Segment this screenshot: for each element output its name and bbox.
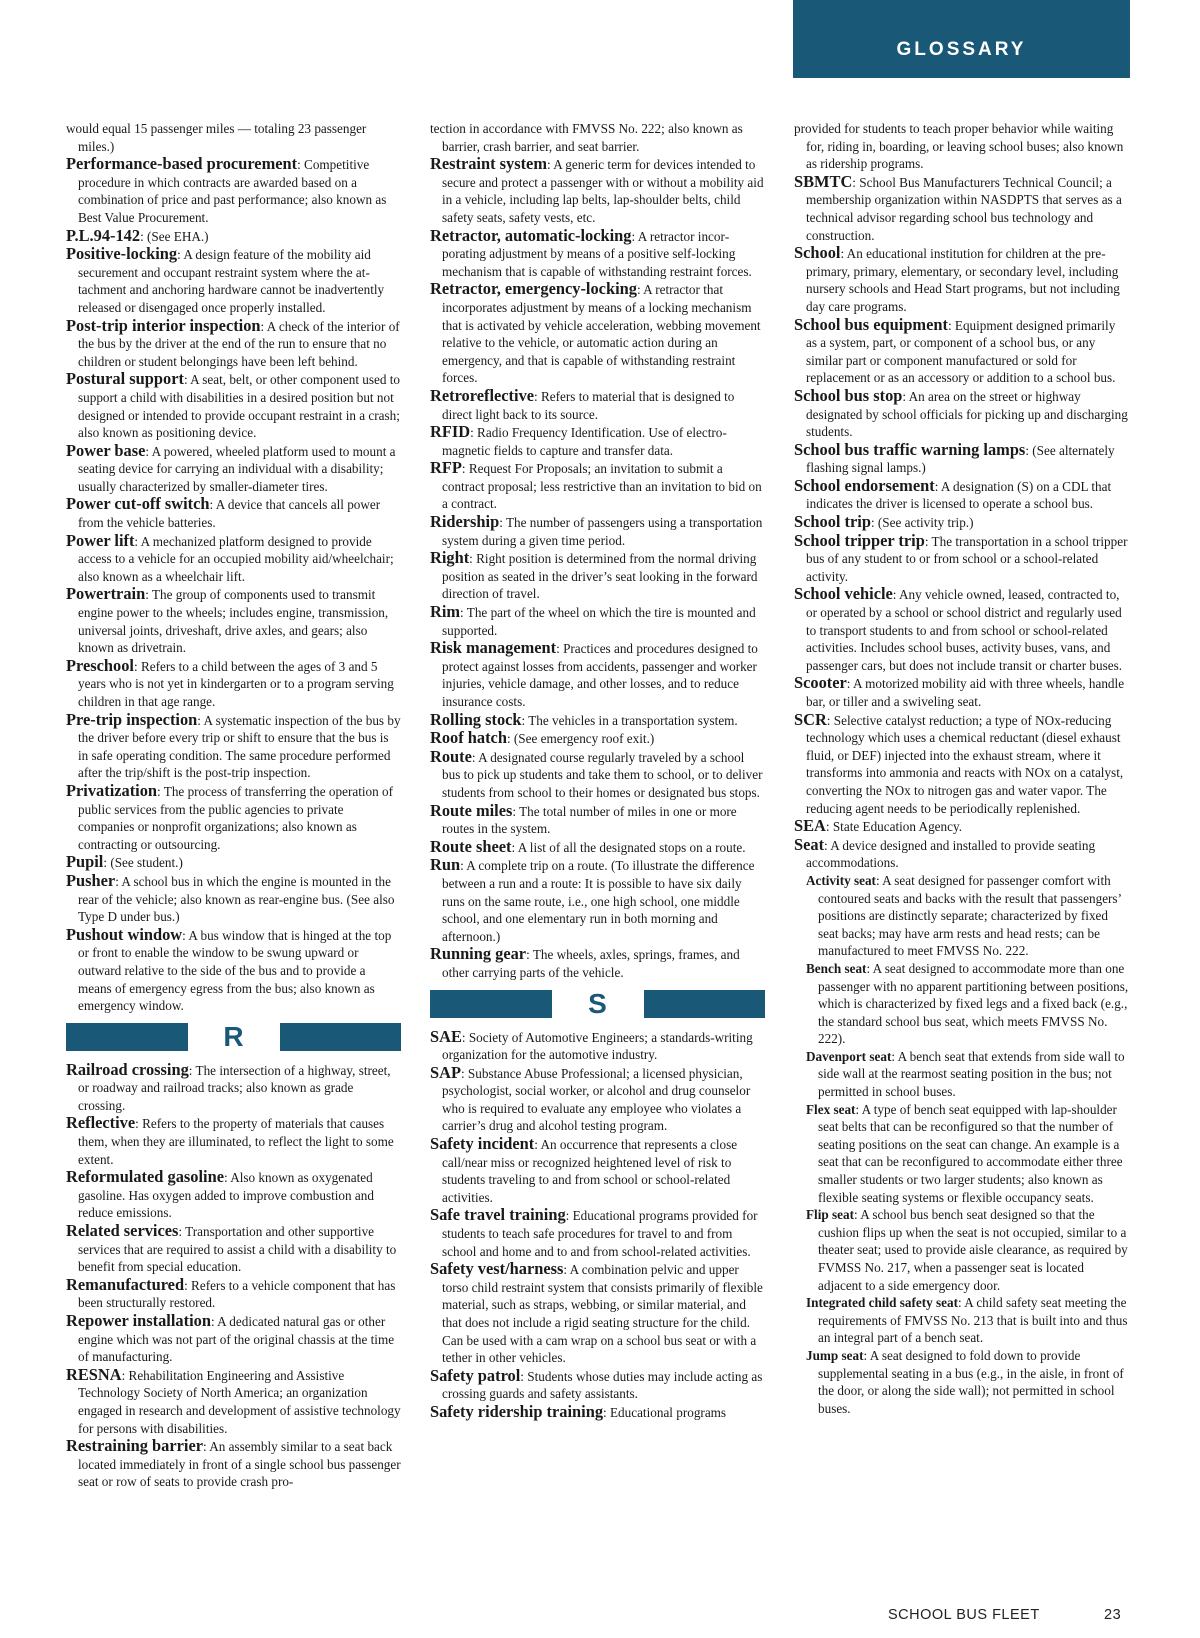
glossary-term: Retroreflective <box>430 385 535 405</box>
glossary-term: Pushout window <box>66 924 183 944</box>
glossary-entry: Right: Right position is determined from the normal driving position as seated in the driver’s seat looking in the forward direction of travel. <box>430 548 758 602</box>
glossary-entry: Railroad crossing: The intersection of a highway, street, or roadway and railroad tracks; also known as grade crossing. <box>66 1059 391 1113</box>
glossary-entry: School vehicle: Any vehicle owned, leased, contracted to, or operated by a school or school district and regularly used to transport students to and from school or school-related activities. Includes school buses, activity buses, vans, and passenger cars, but does not include transit or charter buses. <box>794 584 1123 673</box>
glossary-term: School endorsement <box>794 475 935 495</box>
glossary-term: School tripper trip <box>794 530 925 550</box>
glossary-entry: Roof hatch: (See emergency roof exit.) <box>430 728 655 748</box>
glossary-entry: Power lift: A mechanized platform designed to provide access to a vehicle for an occupied mobility aid/wheelchair; also known as a wheelchair lift. <box>66 530 394 584</box>
glossary-term: Safety ridership training <box>430 1401 604 1421</box>
glossary-entry: School: An educational institution for children at the pre-primary, primary, elementary, or secondary level, including nursery schools and Head Start programs, but not including day care programs. <box>794 243 1120 314</box>
glossary-term: School <box>794 243 841 263</box>
glossary-term: Risk management <box>430 638 557 658</box>
glossary-entry: Reflective: Refers to the property of materials that causes them, when they are illuminated, to reflect the light to some extent. <box>66 1113 394 1167</box>
glossary-term: Postural support <box>66 369 184 389</box>
section-letter: R <box>223 1020 244 1052</box>
glossary-term: Performance-based procurement <box>66 154 298 174</box>
glossary-subentry: Activity seat: A seat designed for passenger comfort with contoured seats and backs with the result that passengers’ positions are distinctly separate; characterized by fixed seat backs; may have arm rests and head rests; can be manufactured to meet FMVSS No. 222. <box>806 872 1121 959</box>
glossary-term: Privatization <box>66 780 158 800</box>
glossary-entry: would equal 15 passenger miles — totaling 23 passenger miles.) <box>66 121 367 154</box>
section-bar-right <box>280 1023 402 1051</box>
glossary-term: Powertrain <box>66 584 146 604</box>
glossary-entry: Safety incident: An occurrence that represents a close call/near miss or recognized heightened level of risk to students traveling to and from school or school-related activities. <box>430 1134 738 1205</box>
glossary-term: Repower installation <box>66 1311 211 1330</box>
glossary-term: Right <box>430 548 470 568</box>
glossary-subentry: Integrated child safety seat: A child safety seat meeting the requirements of FMVSS No. 213 that is built into and thus an integral part of a bench seat. <box>806 1295 1128 1346</box>
section-header-r <box>66 1020 401 1052</box>
glossary-entry: Restraining barrier: An assembly similar to a seat back located immediately in front of a single school bus passenger seat or row of seats to provide crash pro- <box>66 1436 401 1490</box>
glossary-entry: SAP: Substance Abuse Professional; a licensed physician, psychologist, social worker, or alcohol and drug counselor who is required to evaluate any employee who violates a carrier’s drug and alcohol testing program. <box>430 1062 751 1134</box>
glossary-entry: Scooter: A motorized mobility aid with three wheels, handle bar, or tiller and a swiveling seat. <box>794 673 1125 709</box>
glossary-entry: Run: A complete trip on a route. (To illustrate the difference between a run and a route: It is possible to have six daily runs on the same route, i.e., one high school, one middle school, and one elementary run in both morning and afternoon.) <box>430 855 755 944</box>
glossary-entry: Postural support: A seat, belt, or other component used to support a child with disabilities in a desired position but not designed or intended to provide occupant restraint in a crash; also known as positioning device. <box>66 369 401 441</box>
glossary-term: School vehicle <box>794 584 893 604</box>
glossary-entry: Retroreflective: Refers to material that is designed to direct light back to its source. <box>430 385 735 422</box>
glossary-term: Remanufactured <box>66 1274 185 1294</box>
glossary-term: Route <box>430 746 472 766</box>
glossary-term: Ridership <box>430 512 500 532</box>
glossary-subterm: Davenport seat <box>806 1048 892 1064</box>
glossary-term: SEA <box>794 816 826 836</box>
glossary-entry: Repower installation: A dedicated natural gas or other engine which was not part of the original chassis at the time of manufacturing. <box>66 1311 395 1365</box>
glossary-term: Route sheet <box>430 836 512 856</box>
glossary-entry: Risk management: Practices and procedures designed to protect against losses from accidents, passenger and worker injuries, vehicle damage, and other losses, and to reduce insurance costs. <box>430 638 758 709</box>
glossary-entry: RFP: Request For Proposals; an invitation to submit a contract proposal; less restrictive than an invitation to bid on a contract. <box>430 458 762 512</box>
glossary-entry: Preschool: Refers to a child between the ages of 3 and 5 years who is not yet in kindergarten or to a program serving children in that age range. <box>66 655 394 709</box>
glossary-subterm: Jump seat <box>806 1347 864 1363</box>
glossary-entry: Running gear: The wheels, axles, springs, frames, and other carrying parts of the vehicle. <box>430 944 740 980</box>
glossary-term: Rolling stock <box>430 709 522 729</box>
glossary-column-1 <box>66 120 401 1491</box>
glossary-term: SAP <box>430 1062 461 1082</box>
glossary-entry: RFID: Radio Frequency Identification. Use of electromagnetic fields to capture and transfer data. <box>430 422 727 458</box>
glossary-entry: provided for students to teach proper behavior while waiting for, riding in, boarding, or leaving school buses; also known as ridership programs. <box>794 121 1124 172</box>
glossary-term: Pre-trip inspection <box>66 709 198 729</box>
glossary-term: Pusher <box>66 870 116 890</box>
glossary-term: P.L.94-142 <box>66 225 141 245</box>
glossary-term: School bus equipment <box>794 314 948 334</box>
glossary-entry: School bus traffic warning lamps: (See alternately flashing signal lamps.) <box>794 439 1115 476</box>
glossary-term: SCR <box>794 709 827 729</box>
glossary-entry: Remanufactured: Refers to a vehicle component that has been structurally restored. <box>66 1274 396 1311</box>
glossary-term: School trip <box>794 512 871 532</box>
glossary-entry: Retractor, emergency-locking: A retractor that incorporates adjustment by means of a locking mechanism that is activated by vehicle acceleration, webbing movement relative to the vehicle, or automatic action during an emergency, and that is capable of withstanding restraint forces. <box>430 279 761 386</box>
glossary-term: SAE <box>430 1026 462 1046</box>
glossary-entry: Retractor, automatic-locking: A retractor incorporating adjustment by means of a positive self-locking mechanism that is capable of withstanding restraint forces. <box>430 225 752 279</box>
glossary-term: School bus stop <box>794 385 903 405</box>
glossary-entry: SCR: Selective catalyst reduction; a type of NOx-reducing technology which uses a chemical reductant (diesel exhaust fluid, or DEF) injected into the exhaust stream, where it transforms into ammonia and reacts with NOx on a catalyst, converting the NOx to nitrogen gas and water vapor. The reducing agent needs to be periodically replenished. <box>794 709 1124 816</box>
glossary-term: Power base <box>66 440 146 460</box>
glossary-subentry: Jump seat: A seat designed to fold down to provide supplemental seating in a bus (e.g., in the aisle, in front of the door, or along the side wall); not permitted in school buses. <box>806 1347 1124 1416</box>
glossary-entry: Privatization: The process of transferring the operation of public services from the public agencies to private companies or nonprofit organizations; also known as contracting or outsourcing. <box>66 780 393 852</box>
glossary-entry: tection in accordance with FMVSS No. 222; also known as barrier, crash barrier, and seat barrier. <box>430 121 743 154</box>
glossary-term: RFP <box>430 458 462 478</box>
glossary-entry: Seat: A device designed and installed to provide seating accommodations. <box>794 834 1096 871</box>
glossary-subterm: Activity seat <box>806 872 876 888</box>
glossary-entry: Restraint system: A generic term for devices intended to secure and protect a passenger with or without a mobility aid in a vehicle, including lap belts, lap-shoulder belts, child safety seats, safety vests, etc. <box>430 154 764 225</box>
glossary-term: Retractor, emergency-locking <box>430 279 637 299</box>
footer-page-number: 23 <box>1104 1607 1122 1623</box>
glossary-entry: Rolling stock: The vehicles in a transportation system. <box>430 709 738 729</box>
glossary-term: Scooter <box>794 673 847 693</box>
glossary-entry: Safety patrol: Students whose duties may include acting as crossing guards and safety assistants. <box>430 1365 763 1402</box>
glossary-entry: Route sheet: A list of all the designated stops on a route. <box>430 836 746 856</box>
glossary-term: Route miles <box>430 800 513 820</box>
glossary-term: Safety patrol <box>430 1365 521 1385</box>
glossary-term: Restraint system <box>430 154 547 174</box>
glossary-term: Positive-locking <box>66 244 178 264</box>
glossary-term: School bus traffic warning lamps <box>794 439 1026 459</box>
glossary-entry: Safe travel training: Educational programs provided for students to teach safe procedures for travel to and from school and home and to and from school-related activities. <box>430 1205 758 1259</box>
glossary-entry: Power base: A powered, wheeled platform used to mount a seating device for carrying an individual with a disability; usually characterized by smaller-diameter tires. <box>66 440 396 494</box>
glossary-entry: P.L.94-142: (See EHA.) <box>66 225 209 245</box>
glossary-entry: School endorsement: A designation (S) on a CDL that indicates the driver is licensed to operate a school bus. <box>794 475 1112 512</box>
glossary-entry: Route: A designated course regularly traveled by a school bus to pick up students and take them to school, or to deliver students from school to their homes or designated bus stops. <box>430 746 763 800</box>
glossary-term: Post-trip interior inspection <box>66 315 261 335</box>
glossary-entry: School tripper trip: The transportation in a school tripper bus of any student to or from school or a school-related activity. <box>794 530 1128 584</box>
glossary-term: Reflective <box>66 1113 136 1133</box>
glossary-subterm: Bench seat <box>806 960 867 976</box>
glossary-subentry: Flex seat: A type of bench seat equipped with lap-shoulder seat belts that can be reconfigured so that the number of seating positions on the seat can change. An example is a seat that can be reconfigured to accommodate either three smaller students or two larger students; also known as flexible seating systems or flexible occupancy seats. <box>806 1101 1123 1205</box>
glossary-term: Related services <box>66 1221 179 1241</box>
glossary-column-3 <box>794 120 1129 1417</box>
glossary-term: Restraining barrier <box>66 1436 204 1456</box>
glossary-term: Railroad crossing <box>66 1059 189 1079</box>
glossary-term: Power lift <box>66 530 135 550</box>
glossary-term: Retractor, automatic-locking <box>430 225 632 245</box>
glossary-term: Safe travel training <box>430 1205 566 1225</box>
glossary-entry: Safety vest/harness: A combination pelvic and upper torso child restraint system that consists primarily of flexible material, such as straps, webbing, or similar material, and that does not include a rigid seating structure for the child. Can be used with a cam wrap on a school bus seat or with a tether in other vehicles. <box>430 1259 763 1366</box>
glossary-entry: Pupil: (See student.) <box>66 852 183 872</box>
glossary-subterm: Integrated child safety seat <box>806 1295 958 1311</box>
glossary-tab-label: GLOSSARY <box>896 39 1027 60</box>
glossary-term: Pupil <box>66 852 104 872</box>
glossary-term: Preschool <box>66 655 134 675</box>
glossary-term: Safety vest/harness <box>430 1259 564 1279</box>
glossary-entry: Positive-locking: A design feature of the mobility aid securement and occupant restraint system where the attachment and anchoring hardware cannot be inadvertently released or disengaged once properly installed. <box>66 244 385 315</box>
glossary-section-tab <box>793 0 1130 78</box>
glossary-entry: Ridership: The number of passengers using a transportation system during a given time period. <box>430 512 763 548</box>
glossary-entry: Related services: Transportation and other supportive services that are required to assist a child with a disability to benefit from special education. <box>66 1221 397 1275</box>
glossary-entry: Power cut-off switch: A device that cancels all power from the vehicle batteries. <box>66 494 381 531</box>
section-letter: S <box>588 987 607 1019</box>
glossary-subterm: Flip seat <box>806 1207 854 1223</box>
glossary-subterm: Flex seat <box>806 1101 856 1117</box>
glossary-entry: Pusher: A school bus in which the engine is mounted in the rear of the vehicle; also known as rear-engine bus. (See also Type D under bus.) <box>66 870 395 925</box>
glossary-column-2 <box>430 120 765 1422</box>
section-bar-left <box>66 1023 188 1051</box>
glossary-entry: SAE: Society of Automotive Engineers; a standards-writing organization for the automotive industry. <box>430 1026 753 1063</box>
section-bar-right <box>644 990 766 1018</box>
glossary-entry: Pre-trip inspection: A systematic inspection of the bus by the driver before every trip or shift to ensure that the bus is in safe operating condition. The same procedure performed after the trip/shift is the post-trip inspection. <box>66 709 401 781</box>
section-bar-left <box>430 990 552 1018</box>
glossary-subentry: Bench seat: A seat designed to accommodate more than one passenger with no apparent partitioning between positions, which is characterized by fixed legs and a fixed back (e.g., the standard school bus seat, which meets FMVSS No. 222). <box>806 960 1129 1047</box>
glossary-entry: Performance-based procurement: Competitive procedure in which contracts are awarded based on a combination of price and past performance; also known as Best Value Procurement. <box>66 154 387 225</box>
glossary-entry: Safety ridership training: Educational programs <box>430 1401 727 1421</box>
glossary-entry: Powertrain: The group of components used to transmit engine power to the wheels; includes engine, transmission, universal joints, driveshaft, drive axles, and gears; also known as drivetrain. <box>66 584 389 656</box>
glossary-term: Roof hatch <box>430 728 507 748</box>
glossary-term: RESNA <box>66 1364 122 1384</box>
glossary-term: Seat <box>794 834 825 854</box>
glossary-term: Reformulated gasoline <box>66 1167 224 1187</box>
glossary-entry: Route miles: The total number of miles in one or more routes in the system. <box>430 800 737 837</box>
glossary-term: RFID <box>430 422 471 442</box>
section-header-s <box>430 987 765 1019</box>
glossary-entry: RESNA: Rehabilitation Engineering and Assistive Technology Society of North America; an organization engaged in research and development of assistive technology for persons with disabilities. <box>66 1364 401 1436</box>
glossary-term: Rim <box>430 602 461 622</box>
glossary-entry: Post-trip interior inspection: A check of the interior of the bus by the driver at the end of the run to ensure that no children or student belongings have been left behind. <box>66 315 400 369</box>
glossary-entry: SBMTC: School Bus Manufacturers Technical Council; a membership organization within NASDPTS that serves as a technical advisor regarding school bus technology and construction. <box>794 171 1122 243</box>
glossary-subentry: Flip seat: A school bus bench seat designed so that the cushion flips up when the seat is not occupied, similar to a theater seat; used to provide aisle clearance, as required by FVMSS No. 217, when a passenger seat is located adjacent to a side emergency door. <box>806 1207 1128 1293</box>
glossary-entry: Reformulated gasoline: Also known as oxygenated gasoline. Has oxygen added to improve combustion and reduce emissions. <box>66 1167 374 1221</box>
glossary-entry: SEA: State Education Agency. <box>794 816 963 836</box>
glossary-entry: School bus equipment: Equipment designed primarily as a system, part, or component of a school bus, or any similar part or component manufactured or sold for replacement or as an accessory or addition to a school bus. <box>794 314 1116 386</box>
glossary-term: SBMTC <box>794 171 853 191</box>
glossary-term: Safety incident <box>430 1134 535 1154</box>
glossary-term: Running gear <box>430 944 527 964</box>
glossary-term: Run <box>430 855 461 875</box>
glossary-entry: Pushout window: A bus window that is hinged at the top or front to enable the window to be swung upward or outward relative to the side of the bus and to provide a means of emergency egress from the bus; also known as emergency window. <box>66 924 392 1014</box>
footer-publication: SCHOOL BUS FLEET <box>888 1607 1040 1623</box>
glossary-entry: School bus stop: An area on the street or highway designated by school officials for picking up and discharging students. <box>794 385 1128 440</box>
glossary-subentry: Davenport seat: A bench seat that extends from side wall to side wall at the rearmost seating position in the bus; not permitted in school buses. <box>806 1048 1125 1100</box>
glossary-entry: School trip: (See activity trip.) <box>794 512 974 532</box>
glossary-entry: Rim: The part of the wheel on which the tire is mounted and supported. <box>430 602 756 638</box>
glossary-term: Power cut-off switch <box>66 494 210 514</box>
